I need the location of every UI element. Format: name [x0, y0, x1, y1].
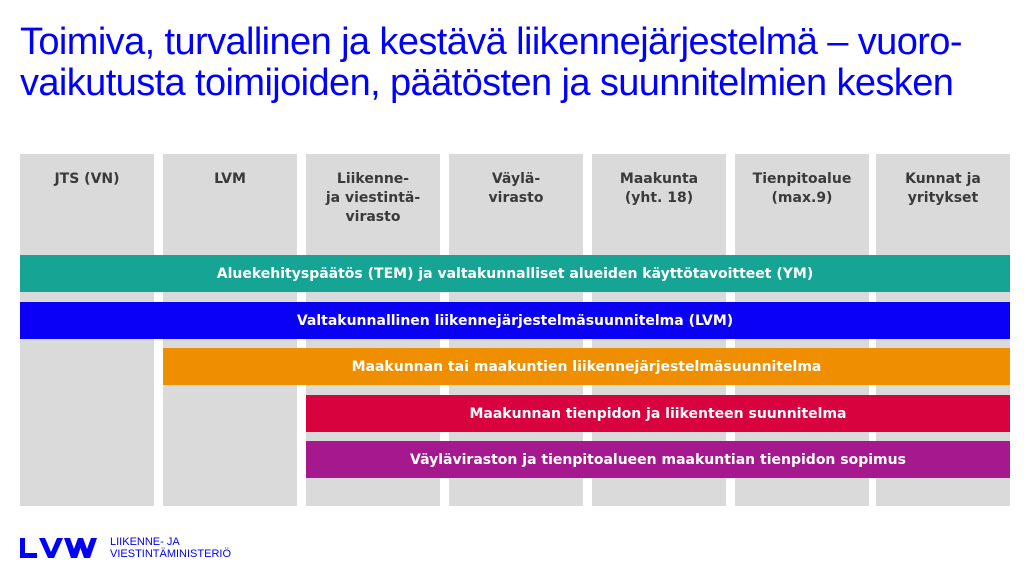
- column-header-vaylavirasto: [449, 170, 583, 208]
- column-header-line: yritykset: [907, 190, 979, 206]
- column-header-line: JTS (VN): [54, 171, 120, 187]
- bar-aluekehityspaatos: Aluekehityspäätös (TEM) ja valtakunnalliset alueiden käyttötavoitteet (YM): [20, 255, 1010, 292]
- slide-title: [20, 22, 1010, 104]
- column-header-kunnat: [876, 170, 1010, 208]
- column-header-line: Tienpitoalue: [752, 171, 852, 187]
- column-header-lvm: [163, 170, 297, 189]
- logo-text-line-1: LIIKENNE- JA: [110, 536, 180, 548]
- column-header-line: (max.9): [771, 190, 833, 206]
- column-header-maakunta: [592, 170, 726, 208]
- column-header-line: Maakunta: [619, 171, 699, 187]
- column-header-traficom: [306, 170, 440, 227]
- column-header-line: (yht. 18): [624, 190, 694, 206]
- column-header-tienpitoalue: [735, 170, 869, 208]
- column-header-line: ja viestintä-: [325, 190, 421, 206]
- logo-text-line-2: VIESTINTÄMINISTERIÖ: [110, 548, 232, 560]
- column-header-line: virasto: [488, 190, 544, 206]
- column-header-line: Liikenne-: [336, 171, 410, 187]
- column-header-jts: [20, 170, 154, 189]
- title-line-1: Toimiva, turvallinen ja kestävä liikennejärjestelmä – vuoro-: [20, 21, 962, 63]
- bar-tienpidon-suunnitelma: Maakunnan tienpidon ja liikenteen suunnitelma: [306, 395, 1010, 432]
- title-line-2: vaikutusta toimijoiden, päätösten ja suunnitelmien kesken: [20, 62, 954, 104]
- bar-valtakunnallinen-suunnitelma: Valtakunnallinen liikennejärjestelmäsuunnitelma (LVM): [20, 302, 1010, 339]
- column-header-line: Kunnat ja: [905, 171, 981, 187]
- column-header-line: LVM: [214, 171, 246, 187]
- lvm-logo-text: [110, 536, 231, 560]
- lvm-logo: [20, 536, 231, 560]
- bar-tienpidon-sopimus: Väyläviraston ja tienpitoalueen maakuntian tienpidon sopimus: [306, 441, 1010, 478]
- bar-maakunnan-ljs: Maakunnan tai maakuntien liikennejärjestelmäsuunnitelma: [163, 348, 1010, 385]
- lvm-logo-mark: [20, 538, 102, 558]
- column-header-line: Väylä-: [491, 171, 541, 187]
- column-header-line: virasto: [345, 209, 401, 225]
